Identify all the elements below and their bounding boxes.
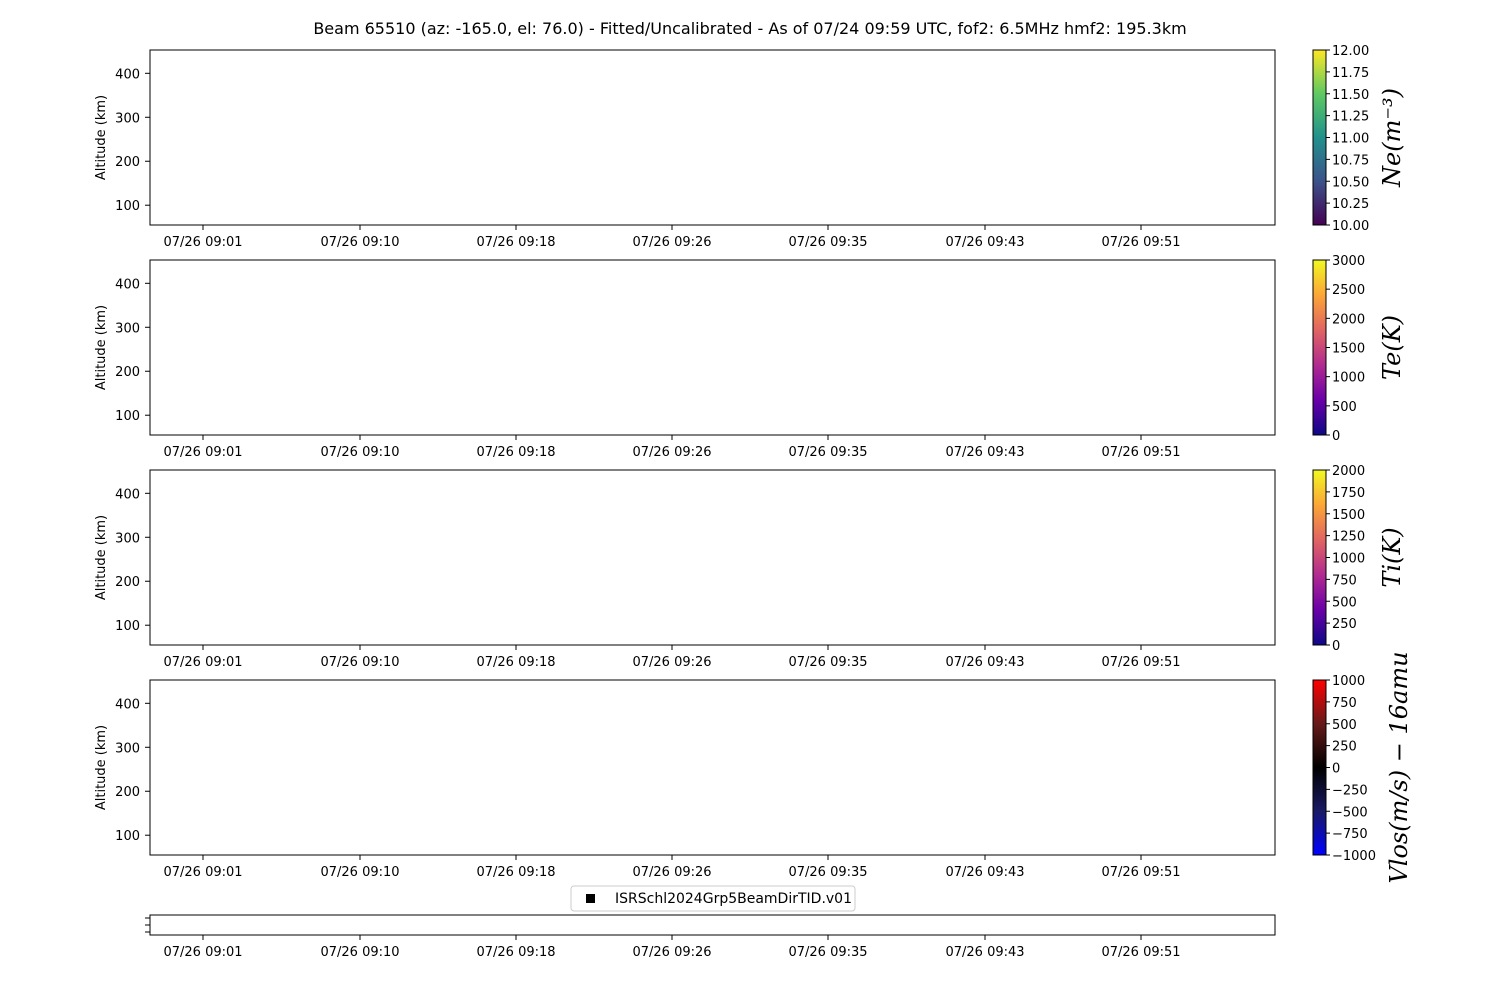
colorbar-tick-label: 11.50 [1332,87,1370,103]
colorbar-tick-label: 3000 [1332,254,1366,269]
x-tick-label: 07/26 09:18 [476,235,556,250]
legend-label: ISRSchl2024Grp5BeamDirTID.v01 [615,891,852,907]
colorbar-tick-label: 1000 [1332,674,1366,689]
colorbar-tick-label: 11.25 [1332,109,1370,125]
colorbar-tick-label: 10.25 [1332,197,1370,213]
colorbar-tick-label: 1000 [1332,551,1366,567]
y-tick-label: 200 [115,155,140,171]
colorbar-label: Ti(K) [1378,527,1406,588]
legend [571,886,855,911]
y-tick-label: 300 [115,111,140,127]
x-tick-label: 07/26 09:35 [788,655,868,670]
colorbar-tick-label: −750 [1332,827,1368,843]
y-axis-label: Altitude (km) [94,724,109,811]
y-tick-label: 200 [115,365,140,381]
x-tick-label: 07/26 09:35 [788,445,868,460]
x-tick-label: 07/26 09:51 [1101,235,1181,250]
colorbar-tick-label: 1000 [1332,370,1366,386]
colorbar-tick-label: 750 [1332,695,1357,711]
x-tick-label: 07/26 09:10 [320,865,400,880]
colorbar-label: Te(K) [1378,314,1406,381]
y-tick-label: 200 [115,575,140,591]
y-tick-label: 300 [115,531,140,547]
x-tick-label: 07/26 09:43 [945,945,1025,960]
colorbar-tick-label: 750 [1332,573,1357,589]
x-tick-label: 07/26 09:35 [788,945,868,960]
x-tick-label: 07/26 09:18 [476,445,556,460]
x-tick-label: 07/26 09:01 [163,865,243,880]
y-tick-label: 400 [115,277,140,293]
colorbar-tick-label: 2000 [1332,312,1366,328]
colorbar-tick-label: 0 [1332,639,1341,654]
y-tick-label: 400 [115,67,140,83]
y-tick-label: 300 [115,321,140,337]
colorbar-tick-label: 500 [1332,717,1357,733]
colorbar-tick-label: 0 [1332,429,1341,444]
x-tick-label: 07/26 09:43 [945,445,1025,460]
colorbar-tick-label: 1250 [1332,529,1366,545]
colorbar-tick-label: 1500 [1332,341,1366,357]
colorbar-tick-label: −250 [1332,783,1368,799]
y-tick-label: 100 [115,829,140,845]
x-tick-label: 07/26 09:18 [476,655,556,670]
x-tick-label: 07/26 09:10 [320,235,400,250]
colorbar [1313,260,1326,435]
x-tick-label: 07/26 09:35 [788,235,868,250]
colorbar-tick-label: 11.00 [1332,131,1370,147]
colorbar-tick-label: 11.75 [1332,65,1370,81]
colorbar-label: Ne(m⁻³) [1378,88,1406,187]
x-tick-label: 07/26 09:51 [1101,865,1181,880]
x-tick-label: 07/26 09:26 [632,865,712,880]
colorbar [1313,50,1326,225]
y-tick-label: 400 [115,487,140,503]
x-tick-label: 07/26 09:51 [1101,945,1181,960]
x-tick-label: 07/26 09:01 [163,235,243,250]
x-tick-label: 07/26 09:51 [1101,445,1181,460]
x-tick-label: 07/26 09:43 [945,235,1025,250]
colorbar-tick-label: −1000 [1332,849,1376,864]
y-tick-label: 400 [115,697,140,713]
x-tick-label: 07/26 09:10 [320,945,400,960]
colorbar-tick-label: 10.75 [1332,153,1370,169]
colorbar [1313,680,1326,855]
colorbar-tick-label: 0 [1332,761,1341,777]
colorbar-tick-label: 500 [1332,595,1357,611]
colorbar-tick-label: 2000 [1332,464,1366,479]
colorbar-tick-label: 2500 [1332,283,1366,299]
x-tick-label: 07/26 09:43 [945,655,1025,670]
x-tick-label: 07/26 09:01 [163,945,243,960]
colorbar-tick-label: 250 [1332,739,1357,755]
y-axis-label: Altitude (km) [94,514,109,601]
x-tick-label: 07/26 09:26 [632,445,712,460]
colorbar-tick-label: 1750 [1332,485,1366,501]
y-tick-label: 100 [115,199,140,215]
colorbar-label: Vlos(m/s) − 16amu [1385,651,1413,884]
colorbar-tick-label: 10.50 [1332,175,1370,191]
x-tick-label: 07/26 09:10 [320,445,400,460]
x-tick-label: 07/26 09:01 [163,445,243,460]
colorbar-tick-label: −500 [1332,805,1368,821]
legend-marker [586,894,595,903]
y-axis-label: Altitude (km) [94,304,109,391]
colorbar [1313,470,1326,645]
x-tick-label: 07/26 09:26 [632,235,712,250]
x-tick-label: 07/26 09:10 [320,655,400,670]
x-tick-label: 07/26 09:35 [788,865,868,880]
x-tick-label: 07/26 09:26 [632,655,712,670]
colorbar-tick-label: 500 [1332,399,1357,415]
y-tick-label: 200 [115,785,140,801]
y-axis-label: Altitude (km) [94,94,109,181]
x-tick-label: 07/26 09:43 [945,865,1025,880]
y-tick-label: 100 [115,619,140,635]
x-tick-label: 07/26 09:01 [163,655,243,670]
y-tick-label: 300 [115,741,140,757]
colorbar-tick-label: 250 [1332,617,1357,633]
x-tick-label: 07/26 09:51 [1101,655,1181,670]
colorbar-tick-label: 12.00 [1332,44,1370,59]
colorbar-tick-label: 1500 [1332,507,1366,523]
y-tick-label: 100 [115,409,140,425]
colorbar-tick-label: 10.00 [1332,219,1370,234]
figure-title: Beam 65510 (az: -165.0, el: 76.0) - Fitted/Uncalibrated - As of 07/24 09:59 UTC, fof2: 6.5MHz hmf2: 195.3km [313,19,1187,38]
x-tick-label: 07/26 09:26 [632,945,712,960]
x-tick-label: 07/26 09:18 [476,945,556,960]
x-tick-label: 07/26 09:18 [476,865,556,880]
